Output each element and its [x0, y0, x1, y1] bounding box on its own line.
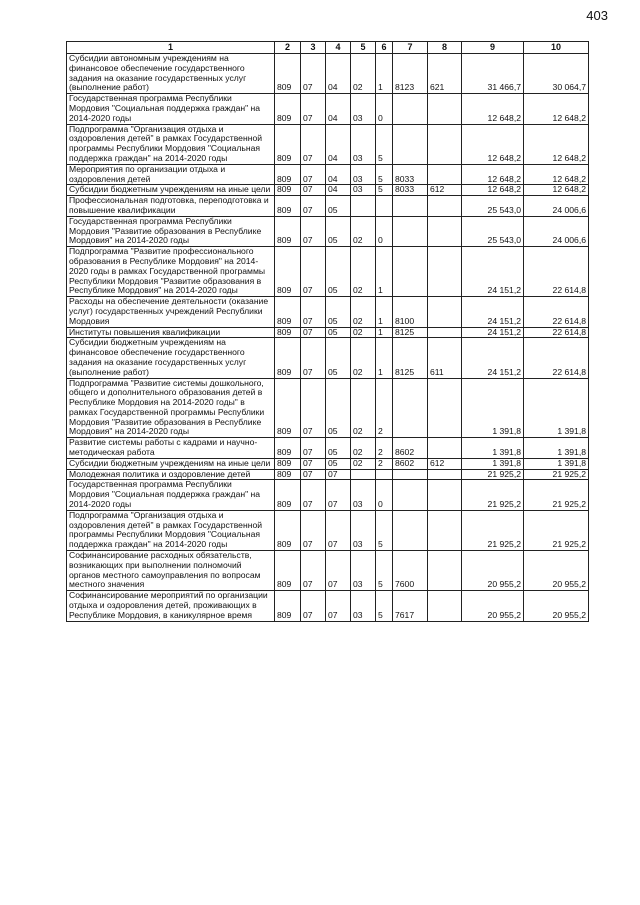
gov-code-cell: 809: [275, 185, 301, 196]
gov-code-cell: 809: [275, 54, 301, 94]
article-cell: [393, 196, 428, 217]
section-cell: 07: [301, 196, 326, 217]
amount-2016-cell: 1 391,8: [524, 458, 589, 469]
column-header: 4: [326, 42, 351, 54]
table-row: [67, 54, 589, 94]
amount-2015-cell: 25 543,0: [462, 216, 524, 246]
section-cell: 07: [301, 124, 326, 164]
gov-code-cell: 809: [275, 297, 301, 327]
amount-2015-cell: 12 648,2: [462, 94, 524, 124]
article-cell: 8123: [393, 54, 428, 94]
subprogram-cell: 1: [376, 54, 393, 94]
section-cell: 07: [301, 247, 326, 297]
subprogram-cell: 1: [376, 297, 393, 327]
table-row: [67, 124, 589, 164]
subsection-cell: 04: [326, 94, 351, 124]
article-cell: [393, 216, 428, 246]
table-row: [67, 458, 589, 469]
row-description: Подпрограмма "Развитие системы дошкольного, общего и дополнительного образования детей в Республике Мордовия на 2014-2020 годы" в рамках Государственной программы Республики Мордовия "Развитие образования в Республике Мордовия" на 2014-2020 годы: [67, 378, 275, 438]
expense-type-cell: [428, 124, 462, 164]
article-cell: 8033: [393, 164, 428, 185]
row-description: Профессиональная подготовка, переподготовка и повышение квалификации: [67, 196, 275, 217]
article-cell: [393, 124, 428, 164]
section-cell: 07: [301, 458, 326, 469]
expense-type-cell: [428, 480, 462, 510]
page-number: 403: [586, 8, 608, 23]
subsection-cell: 05: [326, 216, 351, 246]
subsection-cell: 05: [326, 378, 351, 438]
program-cell: 03: [351, 510, 376, 550]
table-body: [67, 54, 589, 622]
program-cell: 03: [351, 551, 376, 591]
row-description: Подпрограмма "Организация отдыха и оздоровления детей" в рамках Государственной программы Республики Мордовия "Социальная поддержка граждан" на 2014-2020 годы: [67, 510, 275, 550]
subsection-cell: 04: [326, 124, 351, 164]
program-cell: 02: [351, 338, 376, 378]
row-description: Расходы на обеспечение деятельности (оказание услуг) государственных учреждений Республики Мордовия: [67, 297, 275, 327]
expense-type-cell: [428, 510, 462, 550]
subprogram-cell: 0: [376, 216, 393, 246]
expense-type-cell: [428, 469, 462, 480]
program-cell: 02: [351, 54, 376, 94]
table-row: [67, 378, 589, 438]
column-header: 5: [351, 42, 376, 54]
article-cell: 8602: [393, 438, 428, 459]
column-header: 9: [462, 42, 524, 54]
gov-code-cell: 809: [275, 378, 301, 438]
article-cell: 8602: [393, 458, 428, 469]
program-cell: [351, 196, 376, 217]
table-row: [67, 247, 589, 297]
amount-2015-cell: 12 648,2: [462, 185, 524, 196]
amount-2016-cell: 22 614,8: [524, 297, 589, 327]
table-row: [67, 338, 589, 378]
row-description: Субсидии бюджетным учреждениям на иные цели: [67, 458, 275, 469]
subprogram-cell: 5: [376, 510, 393, 550]
amount-2016-cell: 22 614,8: [524, 338, 589, 378]
amount-2015-cell: 24 151,2: [462, 247, 524, 297]
row-description: Государственная программа Республики Мордовия "Развитие образования в Республике Мордовия" на 2014-2020 годы: [67, 216, 275, 246]
article-cell: 8125: [393, 338, 428, 378]
table-row: [67, 94, 589, 124]
section-cell: 07: [301, 551, 326, 591]
program-cell: 02: [351, 458, 376, 469]
section-cell: 07: [301, 510, 326, 550]
program-cell: 02: [351, 297, 376, 327]
expense-type-cell: [428, 297, 462, 327]
amount-2015-cell: 21 925,2: [462, 480, 524, 510]
article-cell: [393, 480, 428, 510]
column-header: 2: [275, 42, 301, 54]
expense-type-cell: [428, 327, 462, 338]
expense-type-cell: [428, 164, 462, 185]
expense-type-cell: 612: [428, 185, 462, 196]
gov-code-cell: 809: [275, 124, 301, 164]
article-cell: [393, 94, 428, 124]
amount-2015-cell: 12 648,2: [462, 124, 524, 164]
row-description: Субсидии автономным учреждениям на финансовое обеспечение государственного задания на оказание государственных услуг (выполнение работ): [67, 54, 275, 94]
subsection-cell: 07: [326, 591, 351, 621]
row-description: Мероприятия по организации отдыха и оздоровления детей: [67, 164, 275, 185]
amount-2015-cell: 21 925,2: [462, 510, 524, 550]
gov-code-cell: 809: [275, 338, 301, 378]
section-cell: 07: [301, 297, 326, 327]
amount-2015-cell: 20 955,2: [462, 591, 524, 621]
subsection-cell: 04: [326, 164, 351, 185]
expense-type-cell: [428, 196, 462, 217]
gov-code-cell: 809: [275, 480, 301, 510]
program-cell: 03: [351, 124, 376, 164]
program-cell: 03: [351, 164, 376, 185]
table-row: [67, 196, 589, 217]
subprogram-cell: 5: [376, 551, 393, 591]
gov-code-cell: 809: [275, 591, 301, 621]
row-description: Субсидии бюджетным учреждениям на финансовое обеспечение государственного задания на оказание государственных услуг (выполнение работ): [67, 338, 275, 378]
amount-2016-cell: 22 614,8: [524, 327, 589, 338]
expense-type-cell: [428, 591, 462, 621]
table-header: [67, 42, 589, 54]
column-header: 10: [524, 42, 589, 54]
program-cell: [351, 469, 376, 480]
header-row: [67, 42, 589, 54]
column-header: 7: [393, 42, 428, 54]
section-cell: 07: [301, 469, 326, 480]
amount-2016-cell: 12 648,2: [524, 94, 589, 124]
amount-2016-cell: 12 648,2: [524, 185, 589, 196]
program-cell: 02: [351, 247, 376, 297]
amount-2016-cell: 21 925,2: [524, 510, 589, 550]
amount-2015-cell: 1 391,8: [462, 458, 524, 469]
row-description: Государственная программа Республики Мордовия "Социальная поддержка граждан" на 2014-2020 годы: [67, 480, 275, 510]
row-description: Подпрограмма "Организация отдыха и оздоровления детей" в рамках Государственной программы Республики Мордовия "Социальная поддержка граждан" на 2014-2020 годы: [67, 124, 275, 164]
subsection-cell: 05: [326, 196, 351, 217]
amount-2016-cell: 1 391,8: [524, 438, 589, 459]
table-row: [67, 216, 589, 246]
subsection-cell: 07: [326, 480, 351, 510]
article-cell: 7617: [393, 591, 428, 621]
section-cell: 07: [301, 216, 326, 246]
expense-type-cell: [428, 247, 462, 297]
subprogram-cell: [376, 196, 393, 217]
program-cell: 02: [351, 327, 376, 338]
subsection-cell: 05: [326, 247, 351, 297]
section-cell: 07: [301, 94, 326, 124]
section-cell: 07: [301, 438, 326, 459]
row-description: Софинансирование мероприятий по организации отдыха и оздоровления детей, проживающих в Республике Мордовия, в каникулярное время: [67, 591, 275, 621]
gov-code-cell: 809: [275, 327, 301, 338]
column-header: 6: [376, 42, 393, 54]
program-cell: 03: [351, 185, 376, 196]
amount-2016-cell: 20 955,2: [524, 551, 589, 591]
amount-2015-cell: 1 391,8: [462, 378, 524, 438]
section-cell: 07: [301, 327, 326, 338]
subprogram-cell: 5: [376, 124, 393, 164]
gov-code-cell: 809: [275, 216, 301, 246]
gov-code-cell: 809: [275, 94, 301, 124]
gov-code-cell: 809: [275, 164, 301, 185]
table-row: [67, 551, 589, 591]
section-cell: 07: [301, 480, 326, 510]
expense-type-cell: [428, 216, 462, 246]
gov-code-cell: 809: [275, 458, 301, 469]
amount-2016-cell: 20 955,2: [524, 591, 589, 621]
expense-type-cell: [428, 378, 462, 438]
amount-2016-cell: 22 614,8: [524, 247, 589, 297]
section-cell: 07: [301, 338, 326, 378]
subsection-cell: 05: [326, 458, 351, 469]
amount-2015-cell: 1 391,8: [462, 438, 524, 459]
amount-2015-cell: 24 151,2: [462, 297, 524, 327]
table-row: [67, 297, 589, 327]
expense-type-cell: 612: [428, 458, 462, 469]
row-description: Софинансирование расходных обязательств, возникающих при выполнении полномочий органов местного самоуправления по вопросам местного значения: [67, 551, 275, 591]
subprogram-cell: [376, 469, 393, 480]
section-cell: 07: [301, 54, 326, 94]
article-cell: 7600: [393, 551, 428, 591]
column-header: 1: [67, 42, 275, 54]
article-cell: [393, 247, 428, 297]
row-description: Институты повышения квалификации: [67, 327, 275, 338]
budget-table: [66, 41, 589, 622]
gov-code-cell: 809: [275, 510, 301, 550]
row-description: Субсидии бюджетным учреждениям на иные цели: [67, 185, 275, 196]
article-cell: [393, 378, 428, 438]
program-cell: 03: [351, 94, 376, 124]
amount-2016-cell: 21 925,2: [524, 480, 589, 510]
program-cell: 03: [351, 591, 376, 621]
table-row: [67, 510, 589, 550]
gov-code-cell: 809: [275, 438, 301, 459]
section-cell: 07: [301, 164, 326, 185]
article-cell: 8033: [393, 185, 428, 196]
section-cell: 07: [301, 378, 326, 438]
gov-code-cell: 809: [275, 196, 301, 217]
table-row: [67, 438, 589, 459]
subprogram-cell: 1: [376, 338, 393, 378]
gov-code-cell: 809: [275, 469, 301, 480]
program-cell: 02: [351, 216, 376, 246]
amount-2016-cell: 30 064,7: [524, 54, 589, 94]
amount-2015-cell: 21 925,2: [462, 469, 524, 480]
gov-code-cell: 809: [275, 247, 301, 297]
table-row: [67, 164, 589, 185]
gov-code-cell: 809: [275, 551, 301, 591]
subprogram-cell: 0: [376, 480, 393, 510]
program-cell: 02: [351, 438, 376, 459]
expense-type-cell: 621: [428, 54, 462, 94]
subsection-cell: 05: [326, 338, 351, 378]
article-cell: 8100: [393, 297, 428, 327]
subprogram-cell: 1: [376, 327, 393, 338]
amount-2015-cell: 24 151,2: [462, 338, 524, 378]
amount-2015-cell: 24 151,2: [462, 327, 524, 338]
amount-2016-cell: 12 648,2: [524, 164, 589, 185]
table-row: [67, 327, 589, 338]
amount-2015-cell: 25 543,0: [462, 196, 524, 217]
article-cell: 8125: [393, 327, 428, 338]
row-description: Молодежная политика и оздоровление детей: [67, 469, 275, 480]
subsection-cell: 05: [326, 438, 351, 459]
subsection-cell: 07: [326, 469, 351, 480]
subsection-cell: 07: [326, 551, 351, 591]
section-cell: 07: [301, 185, 326, 196]
amount-2016-cell: 24 006,6: [524, 196, 589, 217]
amount-2016-cell: 1 391,8: [524, 378, 589, 438]
subprogram-cell: 2: [376, 438, 393, 459]
amount-2015-cell: 12 648,2: [462, 164, 524, 185]
table-row: [67, 591, 589, 621]
article-cell: [393, 469, 428, 480]
subsection-cell: 07: [326, 510, 351, 550]
subprogram-cell: 5: [376, 185, 393, 196]
subprogram-cell: 1: [376, 247, 393, 297]
amount-2015-cell: 20 955,2: [462, 551, 524, 591]
row-description: Подпрограмма "Развитие профессионального образования в Республике Мордовия" на 2014-2020 годы в рамках Государственной программы Республики Мордовия "Развитие образования в Республике Мордовия" на 2014-2020 годы: [67, 247, 275, 297]
subsection-cell: 05: [326, 327, 351, 338]
table-row: [67, 185, 589, 196]
subsection-cell: 04: [326, 185, 351, 196]
subprogram-cell: 2: [376, 458, 393, 469]
expense-type-cell: [428, 438, 462, 459]
subsection-cell: 05: [326, 297, 351, 327]
section-cell: 07: [301, 591, 326, 621]
column-header: 8: [428, 42, 462, 54]
subsection-cell: 04: [326, 54, 351, 94]
expense-type-cell: [428, 551, 462, 591]
subprogram-cell: 5: [376, 591, 393, 621]
table-row: [67, 469, 589, 480]
column-header: 3: [301, 42, 326, 54]
row-description: Развитие системы работы с кадрами и научно-методическая работа: [67, 438, 275, 459]
subprogram-cell: 2: [376, 378, 393, 438]
amount-2016-cell: 21 925,2: [524, 469, 589, 480]
expense-type-cell: 611: [428, 338, 462, 378]
amount-2016-cell: 24 006,6: [524, 216, 589, 246]
program-cell: 03: [351, 480, 376, 510]
amount-2015-cell: 31 466,7: [462, 54, 524, 94]
expense-type-cell: [428, 94, 462, 124]
table-row: [67, 480, 589, 510]
row-description: Государственная программа Республики Мордовия "Социальная поддержка граждан" на 2014-2020 годы: [67, 94, 275, 124]
amount-2016-cell: 12 648,2: [524, 124, 589, 164]
subprogram-cell: 0: [376, 94, 393, 124]
program-cell: 02: [351, 378, 376, 438]
subprogram-cell: 5: [376, 164, 393, 185]
article-cell: [393, 510, 428, 550]
